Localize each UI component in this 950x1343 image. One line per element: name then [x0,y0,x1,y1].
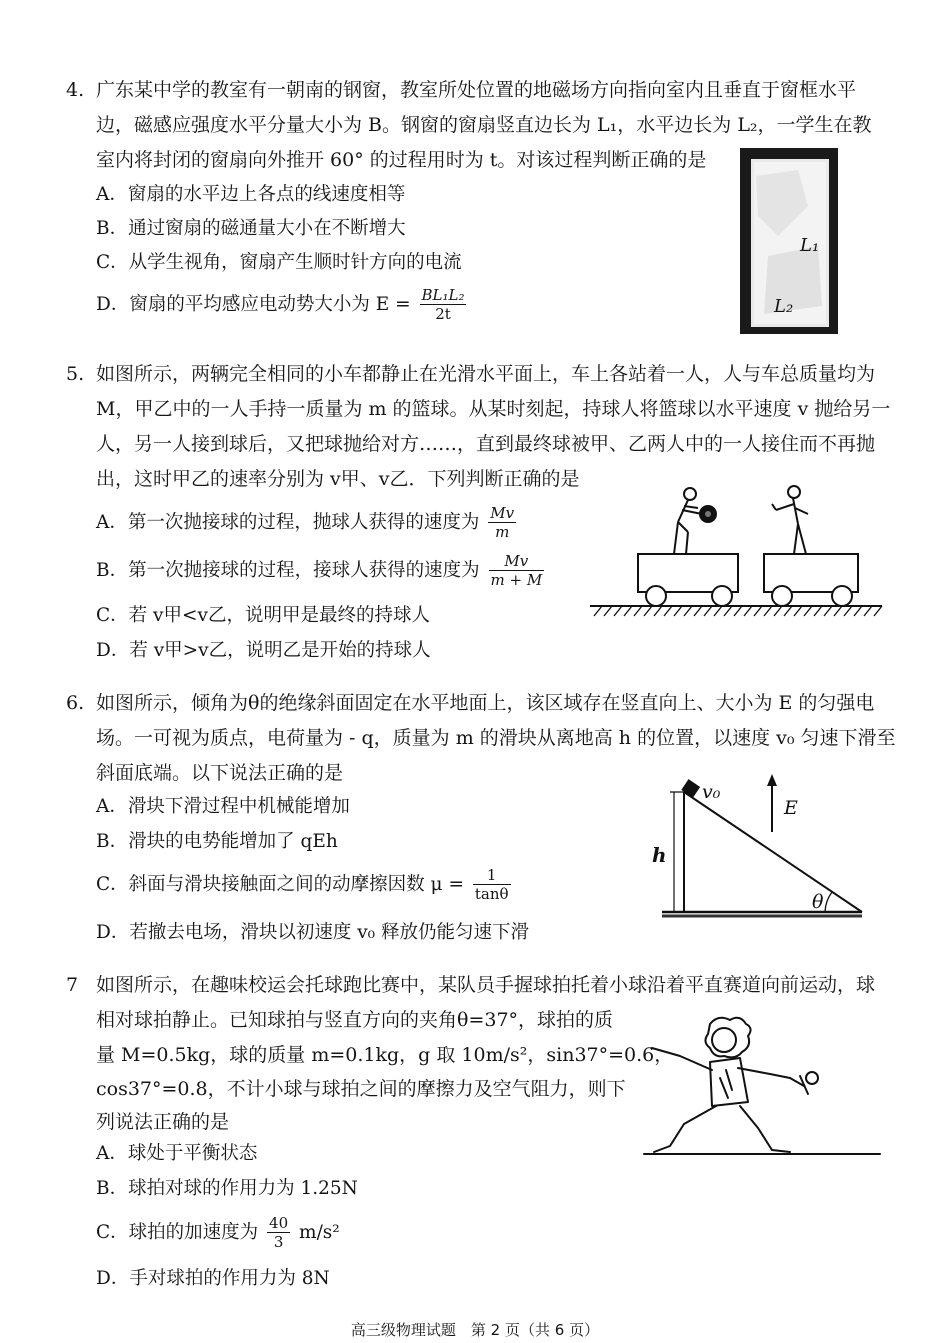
fraction [473,866,511,904]
question-text-line: 相对球拍静止。已知球拍与竖直方向的夹角θ=37°，球拍的质 [96,1009,614,1031]
question-text-line: 如图所示，两辆完全相同的小车都静止在光滑水平面上，车上各站着一人，人与车总质量均为 [96,363,876,385]
question-text-line: 量 M=0.5kg，球的质量 m=0.1kg，g 取 10m/s²，sin37°=0.6， [96,1044,674,1066]
option-a [96,504,519,542]
fraction-numerator: BL₁L₂ [421,286,465,304]
fraction [267,1214,290,1252]
option-b: B．通过窗扇的磁通量大小在不断增大 [96,218,406,239]
option-c: C．若 v甲<v乙，说明甲是最终的持球人 [96,605,430,626]
question-text-line: 边，磁感应强度水平分量大小为 B。钢窗的窗扇竖直边长为 L₁，水平边长为 L₂，一学生在教 [96,114,872,136]
fraction-denominator: tanθ [474,885,509,903]
fraction-denominator: m [495,523,510,541]
question-text-line: 如图所示，在趣味校运会托球跑比赛中，某队员手握球拍托着小球沿着平直赛道向前运动，球 [96,974,876,996]
fraction [420,286,467,324]
fraction-denominator: m + M [490,571,543,589]
fraction [489,552,545,590]
label-theta: θ [812,891,824,913]
option-b: B．滑块的电势能增加了 qEh [96,831,338,852]
option-c [96,1214,340,1252]
option-c: C．从学生视角，窗扇产生顺时针方向的电流 [96,252,462,273]
option-a-text: A．第一次抛接球的过程，抛球人获得的速度为 [96,512,480,533]
option-c-text: C．球拍的加速度为 [96,1222,259,1243]
option-b: B．球拍对球的作用力为 1.25N [96,1178,358,1199]
option-c-unit: m/s² [299,1222,340,1243]
carts-figure [590,484,890,620]
ball-icon [806,1072,818,1084]
option-d: D．手对球拍的作用力为 8N [96,1268,330,1289]
fraction-denominator: 2t [435,305,451,323]
question-text-line: 出，这时甲乙的速率分别为 v甲、v乙．下列判断正确的是 [96,468,580,490]
question-text-line: M，甲乙中的一人手持一质量为 m 的篮球。从某时刻起，持球人将篮球以水平速度 v 抛给另一 [96,398,891,420]
question-text-line: 人，另一人接到球后，又把球抛给对方……，直到最终球被甲、乙两人中的一人接住而不再抛 [96,433,876,455]
option-a: A．球处于平衡状态 [96,1143,258,1164]
page-footer: 高三级物理试题 第 2 页（共 6 页） [350,1321,600,1339]
question-text-line: 如图所示，倾角为θ的绝缘斜面固定在水平地面上，该区域存在竖直向上、大小为 E 的匀强电 [96,692,875,714]
fraction-numerator: Mv [490,504,515,522]
question-number: 7 [66,974,79,996]
question-number: 5. [66,363,85,385]
option-d: D．若撤去电场，滑块以初速度 v₀ 释放仍能匀速下滑 [96,922,529,943]
question-text-line: 斜面底端。以下说法正确的是 [96,762,344,784]
label-v0: v₀ [702,781,721,803]
question-text-line: 广东某中学的教室有一朝南的钢窗，教室所处位置的地磁场方向指向室内且垂直于窗框水平 [96,79,857,101]
incline-figure [640,774,870,930]
fraction [488,504,516,542]
fraction-numerator: 40 [269,1214,289,1232]
fraction-numerator: 1 [473,866,511,885]
question-number: 6. [66,692,85,714]
question-text-line: 场。一可视为质点，电荷量为 - q，质量为 m 的滑块从离地高 h 的位置，以速度 v₀ 匀速下滑至 [96,727,896,749]
option-d-text: D．窗扇的平均感应电动势大小为 E = [96,294,411,315]
question-text-line: cos37°=0.8，不计小球与球拍之间的摩擦力及空气阻力，则下 [96,1078,626,1100]
option-d [96,286,469,324]
option-c-text: C．斜面与滑块接触面之间的动摩擦因数 μ = [96,874,464,895]
option-b [96,552,547,590]
label-l2: L₂ [774,296,794,317]
label-l1: L₁ [800,235,820,256]
question-text-line: 列说法正确的是 [96,1111,230,1133]
runner-figure [640,1012,884,1160]
option-b-text: B．第一次抛接球的过程，接球人获得的速度为 [96,560,480,581]
label-h: h [652,843,667,867]
option-d: D．若 v甲>v乙，说明乙是开始的持球人 [96,640,431,661]
option-a: A．滑块下滑过程中机械能增加 [96,796,350,817]
option-a: A．窗扇的水平边上各点的线速度相等 [96,184,406,205]
question-number: 4. [66,79,85,101]
fraction-numerator: Mv [489,552,545,571]
label-e: E [784,797,798,819]
window-figure [738,146,840,336]
option-c [96,866,514,904]
question-text-line: 室内将封闭的窗扇向外推开 60° 的过程用时为 t。对该过程判断正确的是 [96,149,707,171]
fraction-denominator: 3 [273,1233,284,1251]
